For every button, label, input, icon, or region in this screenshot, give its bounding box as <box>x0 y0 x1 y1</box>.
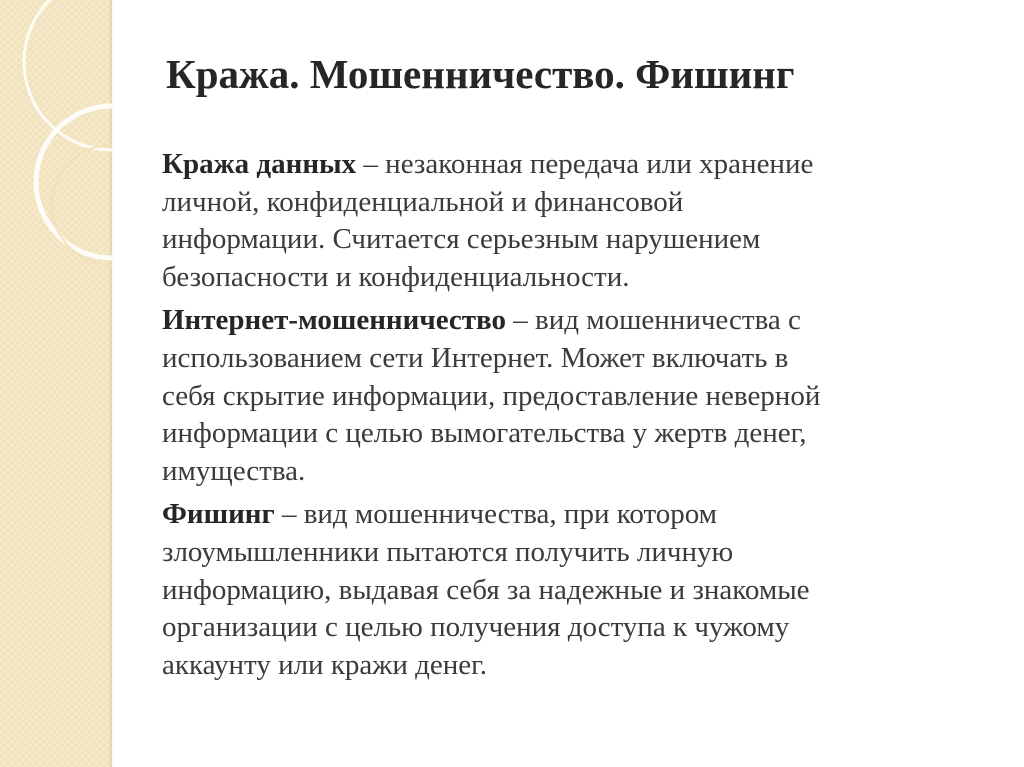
paragraph-line: информацию, выдавая себя за надежные и знакомые <box>162 573 810 606</box>
paragraph-line: аккаунту или кражи денег. <box>162 648 487 681</box>
paragraph-line <box>162 496 962 534</box>
paragraph-data-theft <box>162 146 962 296</box>
paragraph-line <box>162 302 962 340</box>
term-phishing: Фишинг <box>162 498 275 531</box>
paragraph-line: организации с целью получения доступа к чужому <box>162 611 790 644</box>
paragraph-line: себя скрытие информации, предоставление неверной <box>162 379 821 412</box>
paragraph-line: злоумышленники пытаются получить личную <box>162 535 734 568</box>
paragraph-line: безопасности и конфиденциальности. <box>162 260 630 293</box>
definition-start: – вид мошенничества с <box>506 304 801 337</box>
paragraph-line: использованием сети Интернет. Может включать в <box>162 341 789 374</box>
decorative-ring-large <box>24 0 112 150</box>
slide-content <box>162 146 962 690</box>
paragraph-line: имущества. <box>162 454 306 487</box>
paragraph-line: информации. Считается серьезным нарушением <box>162 223 761 256</box>
paragraph-phishing <box>162 496 962 684</box>
slide-title: Кража. Мошенничество. Фишинг <box>166 51 795 97</box>
paragraph-line: личной, конфиденциальной и финансовой <box>162 185 684 218</box>
decorative-ring-small <box>52 145 112 265</box>
term-internet-fraud: Интернет-мошенничество <box>162 304 507 337</box>
paragraph-line: информации с целью вымогательства у жертв денег, <box>162 417 807 450</box>
definition-start: – вид мошенничества, при котором <box>274 498 718 531</box>
definition-start: – незаконная передача или хранение <box>356 148 814 180</box>
term-data-theft: Кража данных <box>162 148 357 180</box>
decorative-rings <box>0 0 112 767</box>
paragraph-line <box>162 146 962 184</box>
paragraph-internet-fraud <box>162 302 962 490</box>
decorative-ring-medium <box>36 106 112 258</box>
